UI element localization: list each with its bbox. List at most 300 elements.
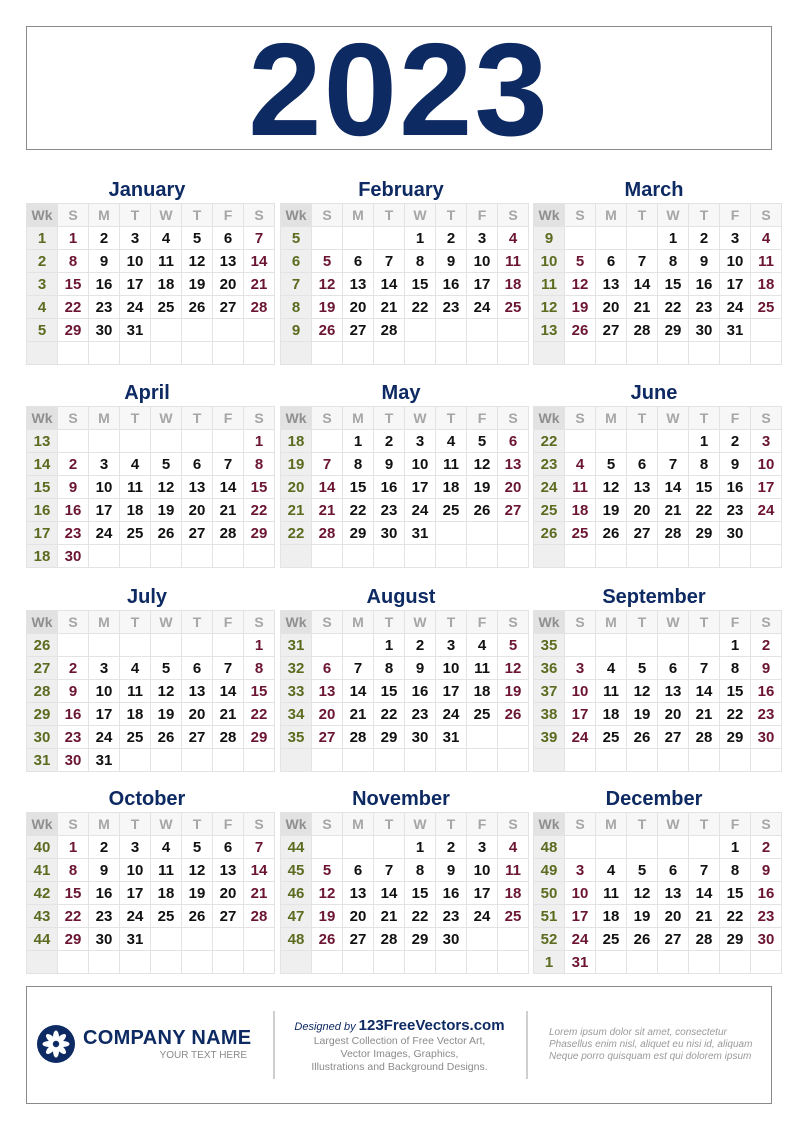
week-row xyxy=(534,657,782,680)
day-cell: 14 xyxy=(213,476,244,499)
week-row xyxy=(281,657,529,680)
day-cell xyxy=(244,319,275,342)
day-cell: 17 xyxy=(120,273,151,296)
day-cell xyxy=(658,634,689,657)
day-cell: 8 xyxy=(58,859,89,882)
day-cell: 13 xyxy=(343,882,374,905)
month-may xyxy=(280,380,522,568)
day-cell xyxy=(405,342,436,365)
day-cell: 29 xyxy=(720,726,751,749)
day-cell: 8 xyxy=(658,250,689,273)
day-cell xyxy=(89,545,120,568)
day-cell: 21 xyxy=(627,296,658,319)
designed-by-site: 123FreeVectors.com xyxy=(358,1017,505,1034)
month-title: November xyxy=(352,788,450,810)
day-cell: 19 xyxy=(151,703,182,726)
day-cell: 21 xyxy=(343,703,374,726)
day-cell xyxy=(343,227,374,250)
day-cell: 26 xyxy=(596,522,627,545)
day-cell: 27 xyxy=(627,522,658,545)
week-number: 24 xyxy=(534,476,565,499)
day-cell: 8 xyxy=(244,453,275,476)
week-row xyxy=(27,905,275,928)
week-row xyxy=(281,749,529,772)
day-cell: 22 xyxy=(405,296,436,319)
month-grid xyxy=(280,610,529,772)
day-cell: 12 xyxy=(627,680,658,703)
day-cell xyxy=(213,634,244,657)
day-cell: 2 xyxy=(436,227,467,250)
day-cell xyxy=(751,951,782,974)
day-cell: 25 xyxy=(120,726,151,749)
week-row xyxy=(281,634,529,657)
day-cell: 3 xyxy=(565,657,596,680)
day-cell: 6 xyxy=(627,453,658,476)
weekday-header: T xyxy=(436,407,467,430)
day-cell: 8 xyxy=(689,453,720,476)
day-cell: 15 xyxy=(244,680,275,703)
month-title: August xyxy=(366,586,436,608)
day-cell xyxy=(213,749,244,772)
day-cell: 20 xyxy=(627,499,658,522)
designed-desc-line: Illustrations and Background Designs. xyxy=(311,1061,488,1073)
day-cell: 17 xyxy=(720,273,751,296)
weekday-header: S xyxy=(58,204,89,227)
day-cell: 13 xyxy=(498,453,529,476)
week-number: 7 xyxy=(281,273,312,296)
day-cell: 28 xyxy=(244,296,275,319)
week-row xyxy=(281,703,529,726)
week-number: 29 xyxy=(27,703,58,726)
day-cell xyxy=(596,342,627,365)
day-cell xyxy=(182,342,213,365)
month-title: December xyxy=(605,788,703,810)
day-cell: 22 xyxy=(244,703,275,726)
day-cell: 17 xyxy=(565,703,596,726)
day-cell: 14 xyxy=(374,273,405,296)
week-row xyxy=(27,882,275,905)
weekday-header: F xyxy=(720,407,751,430)
weekday-header: T xyxy=(120,611,151,634)
week-number: 48 xyxy=(534,836,565,859)
day-cell: 6 xyxy=(213,836,244,859)
day-cell: 28 xyxy=(374,319,405,342)
day-cell xyxy=(213,951,244,974)
day-cell: 24 xyxy=(436,703,467,726)
day-cell: 13 xyxy=(343,273,374,296)
day-cell xyxy=(498,928,529,951)
week-row xyxy=(27,342,275,365)
day-cell: 30 xyxy=(374,522,405,545)
day-cell: 23 xyxy=(689,296,720,319)
day-cell xyxy=(151,951,182,974)
day-cell: 9 xyxy=(751,657,782,680)
week-row xyxy=(27,634,275,657)
week-number: 42 xyxy=(27,882,58,905)
day-cell: 26 xyxy=(565,319,596,342)
month-grid xyxy=(280,812,529,974)
week-number: 38 xyxy=(534,703,565,726)
week-number: 21 xyxy=(281,499,312,522)
day-cell: 31 xyxy=(120,928,151,951)
day-cell xyxy=(312,545,343,568)
day-cell xyxy=(689,634,720,657)
day-cell xyxy=(58,342,89,365)
day-cell xyxy=(312,749,343,772)
day-cell xyxy=(58,951,89,974)
day-cell xyxy=(343,634,374,657)
day-cell xyxy=(565,342,596,365)
weekday-header: M xyxy=(343,204,374,227)
week-row xyxy=(27,250,275,273)
day-cell: 5 xyxy=(596,453,627,476)
weekday-header: M xyxy=(596,407,627,430)
day-cell: 17 xyxy=(751,476,782,499)
day-cell xyxy=(151,545,182,568)
weekday-header: S xyxy=(751,611,782,634)
month-title: October xyxy=(108,788,186,810)
day-cell: 4 xyxy=(120,657,151,680)
day-cell: 7 xyxy=(627,250,658,273)
day-cell xyxy=(627,951,658,974)
month-title: June xyxy=(630,382,678,404)
day-cell xyxy=(89,634,120,657)
day-cell xyxy=(596,227,627,250)
day-cell xyxy=(244,545,275,568)
day-cell: 25 xyxy=(467,703,498,726)
weekday-header: T xyxy=(627,611,658,634)
day-cell: 1 xyxy=(689,430,720,453)
month-march xyxy=(533,177,775,365)
day-cell: 9 xyxy=(405,657,436,680)
week-number: 49 xyxy=(534,859,565,882)
day-cell: 26 xyxy=(151,726,182,749)
day-cell: 26 xyxy=(312,319,343,342)
day-cell: 25 xyxy=(596,928,627,951)
week-number: 4 xyxy=(27,296,58,319)
day-cell: 24 xyxy=(405,499,436,522)
day-cell: 8 xyxy=(405,250,436,273)
week-number xyxy=(281,749,312,772)
day-cell: 30 xyxy=(689,319,720,342)
day-cell: 19 xyxy=(467,476,498,499)
week-number: 32 xyxy=(281,657,312,680)
week-number: 17 xyxy=(27,522,58,545)
day-cell xyxy=(596,545,627,568)
day-cell: 3 xyxy=(89,657,120,680)
day-cell: 24 xyxy=(751,499,782,522)
weekday-header: S xyxy=(244,813,275,836)
day-cell xyxy=(627,545,658,568)
day-cell: 22 xyxy=(689,499,720,522)
day-cell: 24 xyxy=(89,726,120,749)
day-cell: 8 xyxy=(58,250,89,273)
day-cell: 10 xyxy=(467,250,498,273)
day-cell: 18 xyxy=(120,499,151,522)
day-cell: 25 xyxy=(436,499,467,522)
day-cell: 25 xyxy=(498,296,529,319)
week-row xyxy=(534,726,782,749)
month-august xyxy=(280,584,522,772)
day-cell: 12 xyxy=(627,882,658,905)
day-cell xyxy=(89,430,120,453)
day-cell: 18 xyxy=(498,273,529,296)
day-cell: 3 xyxy=(120,836,151,859)
weekday-header: W xyxy=(151,813,182,836)
day-cell: 22 xyxy=(58,905,89,928)
week-number: 43 xyxy=(27,905,58,928)
weekday-header: T xyxy=(120,204,151,227)
week-number-header: Wk xyxy=(281,204,312,227)
day-cell: 2 xyxy=(751,836,782,859)
day-cell: 29 xyxy=(720,928,751,951)
day-cell: 1 xyxy=(374,634,405,657)
week-number: 44 xyxy=(281,836,312,859)
month-grid xyxy=(533,812,782,974)
day-cell: 14 xyxy=(312,476,343,499)
day-cell xyxy=(436,522,467,545)
week-row xyxy=(281,250,529,273)
day-cell xyxy=(374,545,405,568)
day-cell xyxy=(565,749,596,772)
week-row xyxy=(27,859,275,882)
weekday-header: T xyxy=(374,813,405,836)
week-row xyxy=(27,227,275,250)
month-october xyxy=(26,786,268,974)
day-cell: 26 xyxy=(627,928,658,951)
week-number: 31 xyxy=(281,634,312,657)
day-cell: 12 xyxy=(565,273,596,296)
weekday-header: S xyxy=(244,407,275,430)
day-cell: 28 xyxy=(689,928,720,951)
week-row xyxy=(281,726,529,749)
weekday-header: M xyxy=(343,407,374,430)
week-number: 39 xyxy=(534,726,565,749)
day-cell xyxy=(467,726,498,749)
day-cell: 17 xyxy=(436,680,467,703)
day-cell: 11 xyxy=(751,250,782,273)
day-cell: 27 xyxy=(343,319,374,342)
day-cell xyxy=(658,430,689,453)
day-cell: 12 xyxy=(182,859,213,882)
day-cell: 27 xyxy=(182,726,213,749)
footer-divider xyxy=(273,1011,275,1079)
week-number: 9 xyxy=(281,319,312,342)
day-cell: 7 xyxy=(312,453,343,476)
weekday-header: M xyxy=(343,611,374,634)
month-grid xyxy=(26,812,275,974)
day-cell: 6 xyxy=(343,859,374,882)
week-number-header: Wk xyxy=(534,813,565,836)
company-tagline: YOUR TEXT HERE xyxy=(159,1050,247,1061)
day-cell: 7 xyxy=(374,250,405,273)
week-number: 18 xyxy=(281,430,312,453)
weekday-header: T xyxy=(182,204,213,227)
week-number-header: Wk xyxy=(27,611,58,634)
weekday-header: W xyxy=(151,204,182,227)
day-cell: 11 xyxy=(151,250,182,273)
day-cell: 20 xyxy=(182,703,213,726)
week-number: 25 xyxy=(534,499,565,522)
day-cell: 9 xyxy=(89,250,120,273)
week-number: 35 xyxy=(534,634,565,657)
weekday-header-row xyxy=(281,204,529,227)
week-row xyxy=(27,928,275,951)
day-cell xyxy=(751,522,782,545)
week-row xyxy=(27,657,275,680)
day-cell: 18 xyxy=(120,703,151,726)
day-cell: 12 xyxy=(498,657,529,680)
day-cell xyxy=(312,634,343,657)
day-cell: 14 xyxy=(244,250,275,273)
month-grid xyxy=(533,610,782,772)
day-cell: 14 xyxy=(343,680,374,703)
month-grid xyxy=(26,610,275,772)
day-cell: 22 xyxy=(658,296,689,319)
day-cell: 22 xyxy=(244,499,275,522)
day-cell: 28 xyxy=(374,928,405,951)
lorem-line: Neque porro quisquam est qui dolorem ipsum xyxy=(549,1051,752,1062)
day-cell: 18 xyxy=(436,476,467,499)
day-cell: 29 xyxy=(343,522,374,545)
day-cell: 23 xyxy=(405,703,436,726)
week-row xyxy=(27,522,275,545)
week-number: 6 xyxy=(281,250,312,273)
week-number: 40 xyxy=(27,836,58,859)
weekday-header: T xyxy=(689,204,720,227)
week-row xyxy=(281,882,529,905)
day-cell xyxy=(596,430,627,453)
weekday-header: T xyxy=(627,813,658,836)
day-cell: 2 xyxy=(405,634,436,657)
day-cell xyxy=(436,545,467,568)
week-number xyxy=(534,749,565,772)
day-cell: 4 xyxy=(565,453,596,476)
day-cell xyxy=(596,749,627,772)
week-row xyxy=(27,499,275,522)
day-cell xyxy=(213,319,244,342)
week-number: 26 xyxy=(27,634,58,657)
day-cell: 23 xyxy=(89,905,120,928)
weekday-header: F xyxy=(720,611,751,634)
day-cell: 30 xyxy=(751,726,782,749)
day-cell xyxy=(436,319,467,342)
day-cell: 13 xyxy=(182,476,213,499)
day-cell: 24 xyxy=(720,296,751,319)
day-cell: 10 xyxy=(436,657,467,680)
day-cell: 29 xyxy=(405,928,436,951)
week-number-header: Wk xyxy=(27,407,58,430)
day-cell xyxy=(244,342,275,365)
day-cell xyxy=(182,319,213,342)
day-cell xyxy=(627,227,658,250)
day-cell: 14 xyxy=(689,882,720,905)
day-cell: 11 xyxy=(120,680,151,703)
week-row xyxy=(281,430,529,453)
week-row xyxy=(534,499,782,522)
day-cell: 8 xyxy=(244,657,275,680)
day-cell: 12 xyxy=(312,273,343,296)
day-cell: 19 xyxy=(627,905,658,928)
day-cell: 21 xyxy=(244,273,275,296)
month-title: January xyxy=(108,179,186,201)
weekday-header: T xyxy=(182,813,213,836)
day-cell: 11 xyxy=(596,882,627,905)
designed-desc-line: Vector Images, Graphics, xyxy=(340,1048,459,1060)
day-cell xyxy=(312,951,343,974)
week-number: 8 xyxy=(281,296,312,319)
day-cell: 6 xyxy=(182,453,213,476)
day-cell xyxy=(689,545,720,568)
day-cell: 7 xyxy=(244,227,275,250)
weekday-header: W xyxy=(658,204,689,227)
day-cell: 18 xyxy=(498,882,529,905)
weekday-header: T xyxy=(182,407,213,430)
designed-by xyxy=(277,1017,522,1034)
week-row xyxy=(27,545,275,568)
day-cell: 20 xyxy=(658,905,689,928)
day-cell xyxy=(58,634,89,657)
week-number: 22 xyxy=(281,522,312,545)
day-cell xyxy=(374,836,405,859)
week-row xyxy=(534,545,782,568)
day-cell xyxy=(565,545,596,568)
week-number: 11 xyxy=(534,273,565,296)
day-cell: 5 xyxy=(312,859,343,882)
month-grid xyxy=(533,203,782,365)
weekday-header: S xyxy=(565,611,596,634)
week-row xyxy=(534,859,782,882)
weekday-header: M xyxy=(89,611,120,634)
day-cell: 11 xyxy=(436,453,467,476)
day-cell: 21 xyxy=(658,499,689,522)
day-cell xyxy=(120,951,151,974)
day-cell xyxy=(627,836,658,859)
day-cell: 29 xyxy=(689,522,720,545)
month-june xyxy=(533,380,775,568)
day-cell: 6 xyxy=(498,430,529,453)
week-number: 10 xyxy=(534,250,565,273)
weekday-header: W xyxy=(658,407,689,430)
day-cell: 29 xyxy=(244,522,275,545)
month-grid xyxy=(533,406,782,568)
week-number: 13 xyxy=(27,430,58,453)
week-row xyxy=(534,882,782,905)
day-cell: 11 xyxy=(467,657,498,680)
day-cell xyxy=(436,749,467,772)
week-row xyxy=(534,296,782,319)
week-number: 27 xyxy=(27,657,58,680)
weekday-header: S xyxy=(312,611,343,634)
day-cell: 6 xyxy=(343,250,374,273)
day-cell: 7 xyxy=(244,836,275,859)
day-cell: 3 xyxy=(720,227,751,250)
day-cell xyxy=(498,749,529,772)
week-number: 45 xyxy=(281,859,312,882)
day-cell: 16 xyxy=(405,680,436,703)
day-cell: 5 xyxy=(182,227,213,250)
day-cell xyxy=(627,342,658,365)
day-cell: 9 xyxy=(689,250,720,273)
weekday-header: M xyxy=(596,813,627,836)
day-cell: 12 xyxy=(596,476,627,499)
day-cell: 1 xyxy=(658,227,689,250)
week-number: 47 xyxy=(281,905,312,928)
weekday-header-row xyxy=(27,813,275,836)
day-cell xyxy=(405,545,436,568)
day-cell: 15 xyxy=(405,273,436,296)
day-cell: 21 xyxy=(312,499,343,522)
